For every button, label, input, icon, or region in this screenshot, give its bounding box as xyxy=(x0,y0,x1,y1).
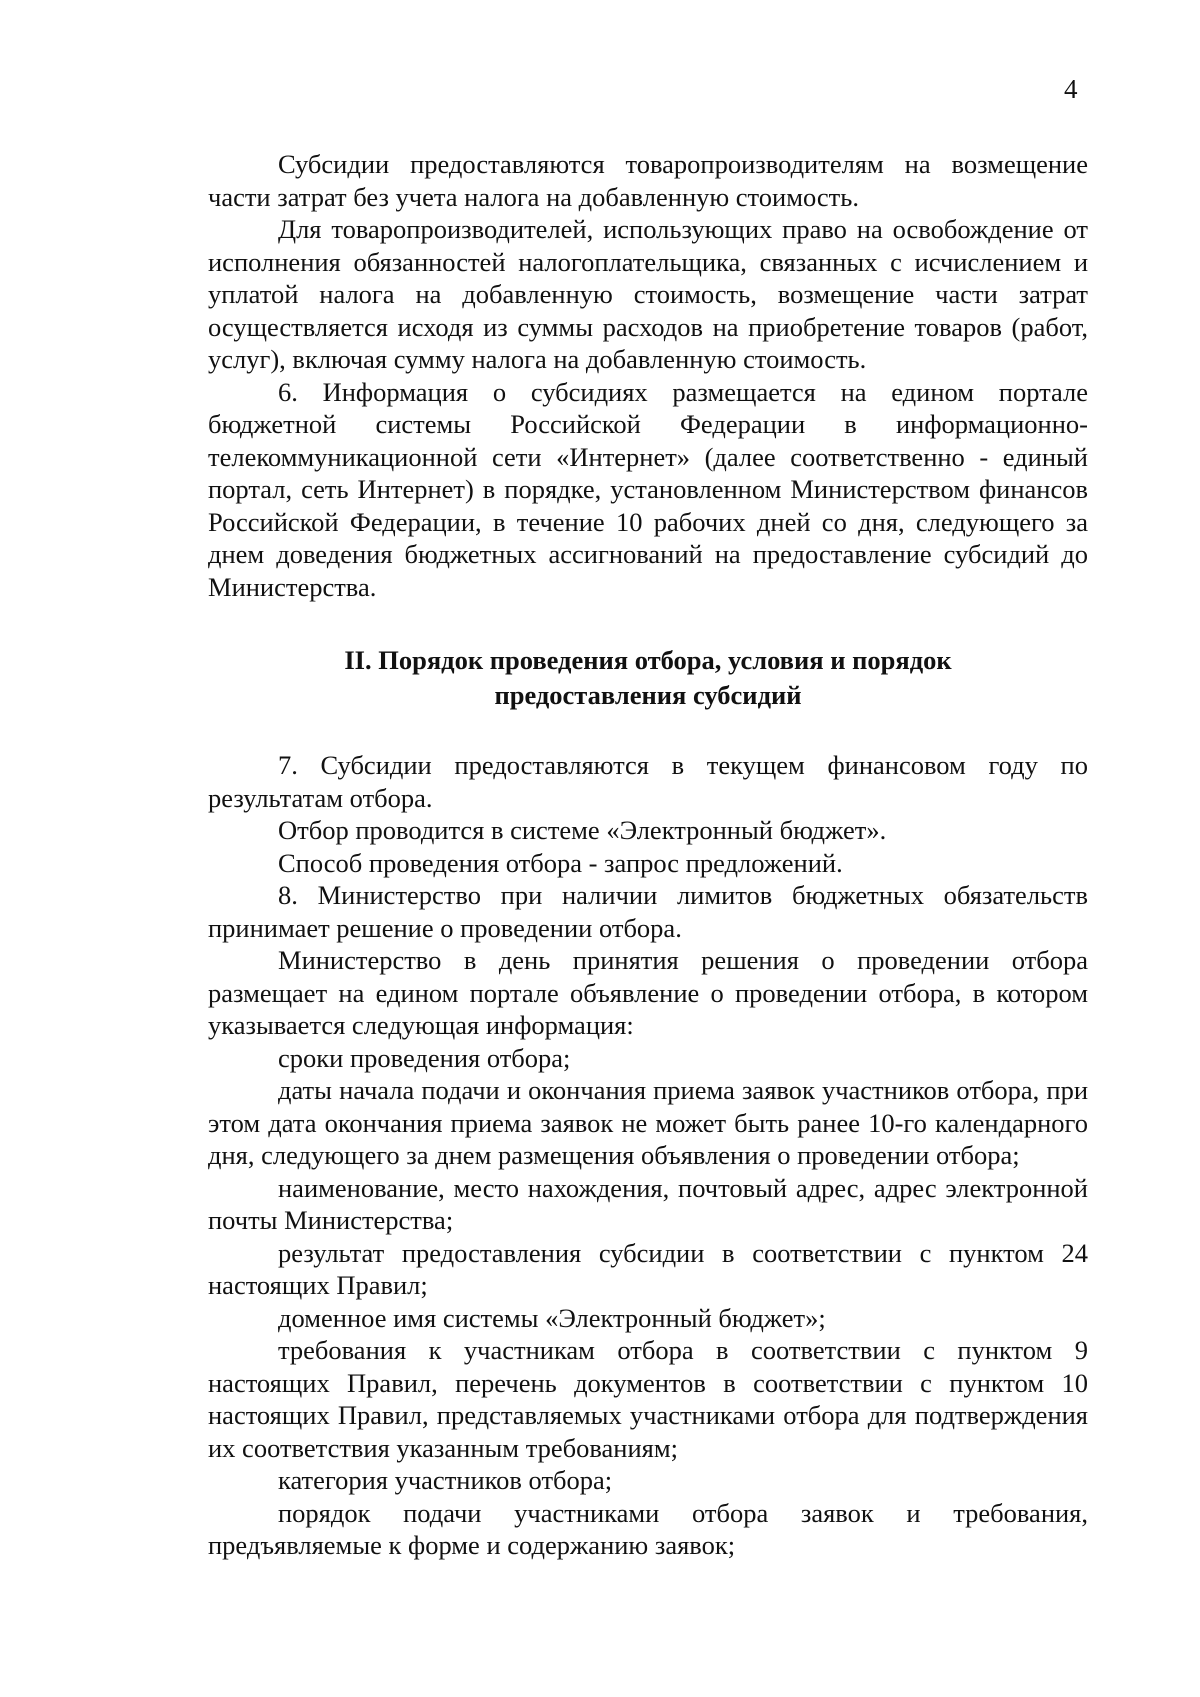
list-item-participant-category: категория участников отбора; xyxy=(278,1465,613,1495)
list-item-selection-dates: сроки проведения отбора; xyxy=(278,1042,571,1073)
paragraph-announcement: Министерство в день принятия решения о проведении отбора размещает на едином портале объявление о проведении отбора, в котором указывается следующая информация: xyxy=(208,945,1088,1040)
paragraph-item-7: 7. Субсидии предоставляются в текущем финансовом году по результатам отбора. xyxy=(208,750,1088,813)
list-item-application-dates: даты начала подачи и окончания приема заявок участников отбора, при этом дата окончания приема заявок не может быть ранее 10-го календарного дня, следующего за днем размещения объявления о проведении отбора; xyxy=(208,1075,1088,1170)
list-item-subsidy-result: результат предоставления субсидии в соответствии с пунктом 24 настоящих Правил; xyxy=(208,1237,1088,1300)
paragraph-vat-exemption: Для товаропроизводителей, использующих право на освобождение от исполнения обязанностей налогоплательщика, связанных с исчислением и уплатой налога на добавленную стоимость, возмещение части затрат осуществляется исходя из суммы расходов на приобретение товаров (работ, услуг), включая сумму налога на добавленную стоимость. xyxy=(208,214,1088,374)
list-item-application-procedure: порядок подачи участниками отбора заявок и требования, предъявляемые к форме и содержанию заявок; xyxy=(208,1497,1088,1560)
section-heading xyxy=(208,643,1088,713)
paragraph-electronic-budget: Отбор проводится в системе «Электронный бюджет». xyxy=(278,815,887,845)
paragraph-item-6: 6. Информация о субсидиях размещается на едином портале бюджетной системы Российской Федерации в информационно-телекоммуникационной сети «Интернет» (далее соответственно - единый портал, сеть Интернет) в порядке, установленном Министерством финансов Российской Федерации, в течение 10 рабочих дней со дня, следующего за днем доведения бюджетных ассигнований на предоставление субсидий до Министерства. xyxy=(208,376,1088,602)
section-heading-line-1: II. Порядок проведения отбора, условия и порядок xyxy=(344,645,952,675)
list-item-participant-requirements: требования к участникам отбора в соответствии с пунктом 9 настоящих Правил, перечень документов в соответствии с пунктом 10 настоящих Правил, представляемых участниками отбора для подтверждения их соответствия указанным требованиям; xyxy=(208,1335,1088,1463)
paragraph-subsidies-vat: Субсидии предоставляются товаропроизводителям на возмещение части затрат без учета налога на добавленную стоимость. xyxy=(208,149,1088,212)
paragraph-selection-method: Способ проведения отбора - запрос предложений. xyxy=(278,847,843,878)
list-item-domain-name: доменное имя системы «Электронный бюджет»; xyxy=(278,1302,826,1333)
list-item-ministry-contacts: наименование, место нахождения, почтовый адрес, адрес электронной почты Министерства; xyxy=(208,1172,1088,1235)
paragraph-item-8: 8. Министерство при наличии лимитов бюджетных обязательств принимает решение о проведении отбора. xyxy=(208,880,1088,943)
section-heading-line-2: предоставления субсидий xyxy=(494,680,802,710)
page-number: 4 xyxy=(1064,74,1078,104)
document-body xyxy=(208,148,1088,1562)
